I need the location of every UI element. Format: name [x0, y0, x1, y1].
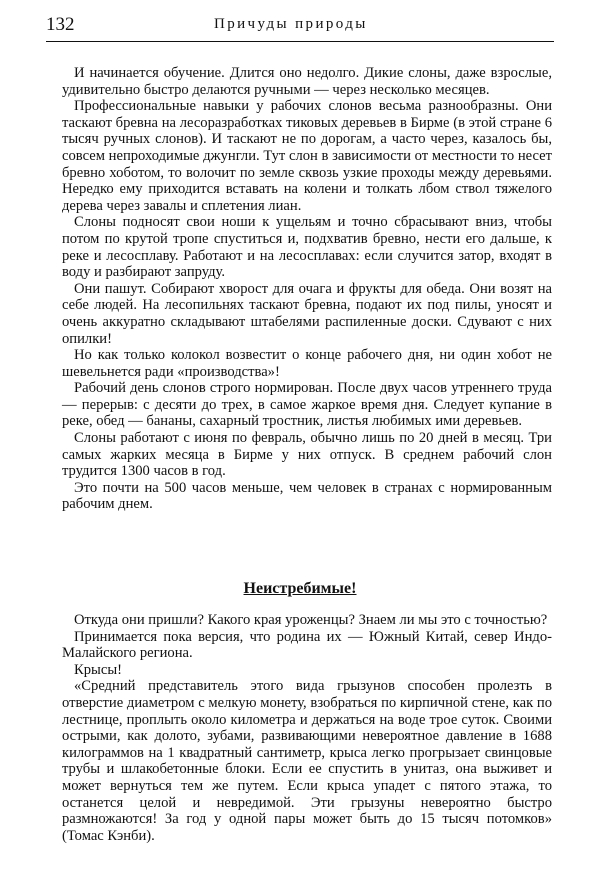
- paragraph: «Средний представитель этого вида грызунов способен пролезть в отверстие диаметром с мелкую монету, взобраться по кирпичной стене, как по лестнице, проплыть около километра и держаться на воде трое суток. Своими острыми, как долото, зубами, развивающими невероятное давление в 1688 килограммов на 1 квадратный сантиметр, крыса легко прогрызает свинцовые трубы и шлакобетонные блоки. Если ее спустить в унитаз, она выживет и может вернуться тем же путем. Если крыса упадет с пятого этажа, то останется целой и невредимой. Эти грызуны невероятно быстро размножаются! За год у одной пары может быть до 15 тысяч потомков» (Томас Кэнби).: [62, 678, 552, 844]
- paragraph: И начинается обучение. Длится оно недолго. Дикие слоны, даже взрослые, удивительно быстро делаются ручными — через несколько месяцев.: [62, 65, 552, 98]
- paragraph: Это почти на 500 часов меньше, чем человек в странах с нормированным рабочим днем.: [62, 479, 552, 513]
- paragraph: Слоны работают с июня по февраль, обычно лишь по 20 дней в месяц. Три самых жарких месяца в Бирме у них отпуск. В среднем рабочий слон трудится 1300 часов в год.: [62, 430, 552, 480]
- paragraph: Но как только колокол возвестит о конце рабочего дня, ни один хобот не шевельнется ради «производства»!: [62, 347, 552, 380]
- text-block-top: [62, 65, 552, 513]
- header-rule: [46, 41, 554, 42]
- text-block-bottom: [62, 612, 552, 844]
- paragraph: Они пашут. Собирают хворост для очага и фрукты для обеда. Они возят на себе людей. На лесопильнях таскают бревна, подают их под пилы, уносят и очень аккуратно складывают штабелями распиленные доски. Сдувают с них опилки!: [62, 280, 552, 347]
- paragraph: Слоны подносят свои ноши к ущельям и точно сбрасывают вниз, чтобы потом по крутой тропе спуститься и, подхватив бревно, нести его дальше, к реке и лесосплаву. Работают и на лесосплавах: если случится затор, входят в воду и разбирают запруду.: [62, 214, 552, 281]
- paragraph: Рабочий день слонов строго нормирован. После двух часов утреннего труда — перерыв: с десяти до трех, в самое жаркое время дня. Следует купание в реке, обед — бананы, сахарный тростник, листья любимых ими деревьев.: [62, 380, 552, 430]
- paragraph: Крысы!: [74, 661, 122, 678]
- running-title: Причуды природы: [214, 16, 368, 32]
- page-header: [46, 14, 554, 42]
- paragraph: Принимается пока версия, что родина их — Южный Китай, север Индо-Малайского региона.: [62, 628, 552, 662]
- paragraph: Откуда они пришли? Какого края уроженцы? Знаем ли мы это с точностью?: [74, 612, 548, 628]
- section-heading: Неистребимые!: [243, 580, 357, 597]
- paragraph: Профессиональные навыки у рабочих слонов весьма разнообразны. Они таскают бревна на лесоразработках тиковых деревьев в Бирме (в этой стране 6 тысяч ручных слонов). И таскают не по дорогам, а часто через, казалось бы, совсем непроходимые джунгли. Тут слон в зависимости от местности то несет бревно хоботом, то волочит по земле сквозь узкие проходы между деревьями. Нередко ему приходится вставать на колени и толкать лбом ствол тяжелого дерева через завалы и сплетения лиан.: [62, 98, 552, 214]
- page-number: 132: [46, 14, 75, 35]
